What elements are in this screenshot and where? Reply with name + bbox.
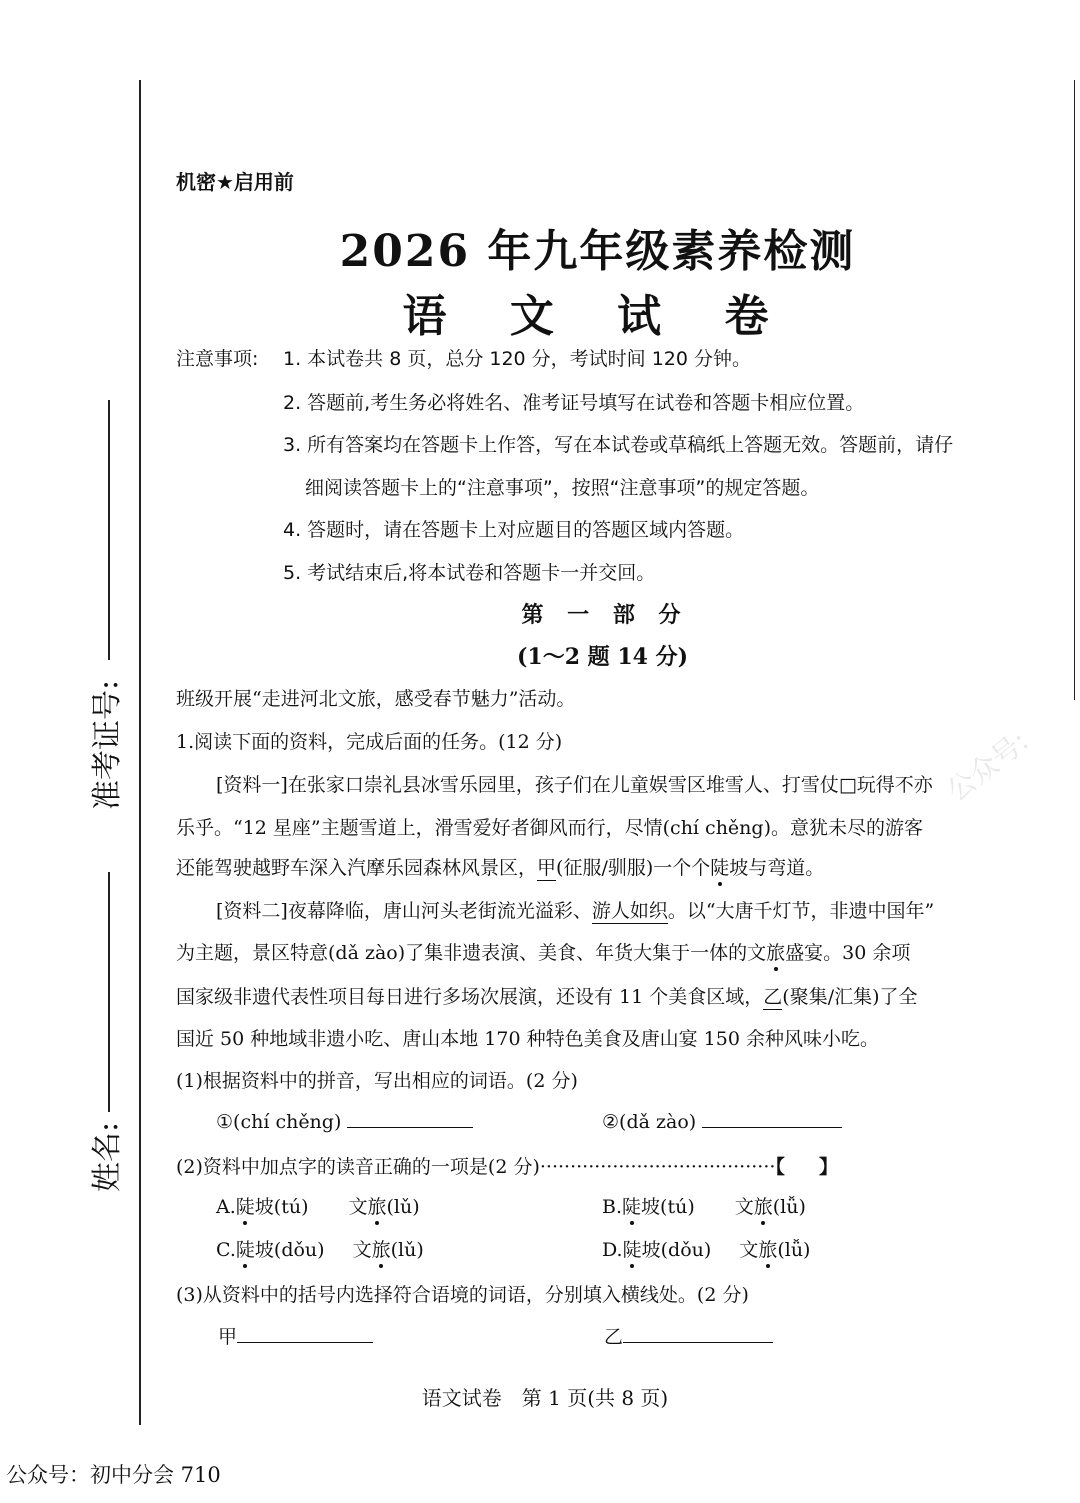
subquestion-2-stem: (2)资料中加点字的读音正确的一项是(2 分)·······································【 】	[176, 1156, 838, 1178]
blank-jia-marker: 甲	[537, 857, 557, 879]
answer-3b: 乙	[604, 1322, 773, 1349]
page-footer: 语文试卷 第 1 页(共 8 页)	[421, 1386, 669, 1410]
option-c[interactable]: C.陡坡(dǒu) 文旅(lǔ)	[216, 1239, 424, 1261]
option-a[interactable]: A.陡坡(tú) 文旅(lǔ)	[216, 1196, 420, 1218]
name-label: 姓名:	[90, 1121, 125, 1192]
name-line[interactable]	[108, 872, 110, 1112]
dotted-char-lv: 旅	[766, 942, 786, 964]
material-2-line: [资料二]夜幕降临，唐山河头老街流光溢彩、游人如织。以“大唐千灯节，非遗中国年”	[216, 900, 935, 922]
question-1-stem: 1.阅读下面的资料，完成后面的任务。(12 分)	[176, 731, 563, 753]
blank-yi-marker: 乙	[763, 986, 783, 1008]
subject-title: 语 文 试 卷	[402, 291, 793, 342]
notice-label: 注意事项:	[176, 348, 259, 370]
answer-1a: ①(chí chěng)	[216, 1109, 473, 1133]
exam-id-label: 准考证号:	[90, 679, 125, 810]
dotted-char-dou: 陡	[710, 857, 730, 879]
notice-item: 细阅读答题卡上的“注意事项”，按照“注意事项”的规定答题。	[305, 477, 820, 499]
option-d[interactable]: D.陡坡(dǒu) 文旅(lǚ)	[602, 1239, 811, 1261]
material-1-line: [资料一]在张家口崇礼县冰雪乐园里，孩子们在儿童娱雪区堆雪人、打雪仗□玩得不亦	[216, 774, 933, 796]
underlined-phrase: 游人如织	[591, 900, 668, 922]
subquestion-1-stem: (1)根据资料中的拼音，写出相应的词语。(2 分)	[176, 1070, 578, 1092]
activity-intro: 班级开展“走进河北文旅，感受春节魅力”活动。	[176, 688, 576, 710]
subquestion-3-stem: (3)从资料中的括号内选择符合语境的词语，分别填入横线处。(2 分)	[176, 1284, 749, 1306]
part-title: 第 一 部 分	[521, 602, 689, 628]
confidential-mark: 机密★启用前	[176, 170, 294, 194]
answer-3a: 甲	[218, 1322, 373, 1349]
material-2-line: 国近 50 种地域非遗小吃、唐山本地 170 种特色美食及唐山宴 150 余种风味小吃。	[176, 1028, 879, 1050]
answer-blank[interactable]	[237, 1324, 373, 1343]
material-2-line: 国家级非遗代表性项目每日进行多场次展演，还设有 11 个美食区域，乙(聚集/汇集)了全	[176, 986, 918, 1008]
notice-item: 2. 答题前,考生务必将姓名、准考证号填写在试卷和答题卡相应位置。	[283, 392, 865, 414]
exam-title: 2026 年九年级素养检测	[339, 226, 856, 277]
notice-item: 5. 考试结束后,将本试卷和答题卡一并交回。	[283, 562, 656, 584]
answer-blank[interactable]	[702, 1109, 842, 1128]
material-1-line: 还能驾驶越野车深入汽摩乐园森林风景区，甲(征服/驯服)一个个陡坡与弯道。	[176, 857, 825, 879]
answer-blank[interactable]	[347, 1109, 473, 1128]
answer-blank[interactable]	[623, 1324, 773, 1343]
notice-item: 4. 答题时，请在答题卡上对应题目的答题区域内答题。	[283, 519, 745, 541]
option-b[interactable]: B.陡坡(tú) 文旅(lǚ)	[602, 1196, 806, 1218]
part-subtitle: (1～2 题 14 分)	[516, 644, 689, 670]
material-1-line: 乐乎。“12 星座”主题雪道上，滑雪爱好者御风而行，尽情(chí chěng)。意犹未尽的游客	[176, 817, 923, 839]
notice-item: 1. 本试卷共 8 页，总分 120 分，考试时间 120 分钟。	[283, 348, 752, 370]
watermark: 公众号:	[940, 724, 1035, 808]
notice-item: 3. 所有答案均在答题卡上作答，写在本试卷或草稿纸上答题无效。答题前，请仔	[283, 434, 954, 456]
answer-1b: ②(dǎ zào)	[602, 1109, 842, 1133]
answer-bracket-left[interactable]: 【	[775, 1156, 785, 1178]
account-caption: 公众号：初中分会 710	[6, 1463, 221, 1487]
material-2-line: 为主题，景区特意(dǎ zào)了集非遗表演、美食、年货大集于一体的文旅盛宴。30 余项	[176, 942, 911, 964]
answer-bracket-right[interactable]: 】	[818, 1156, 838, 1178]
